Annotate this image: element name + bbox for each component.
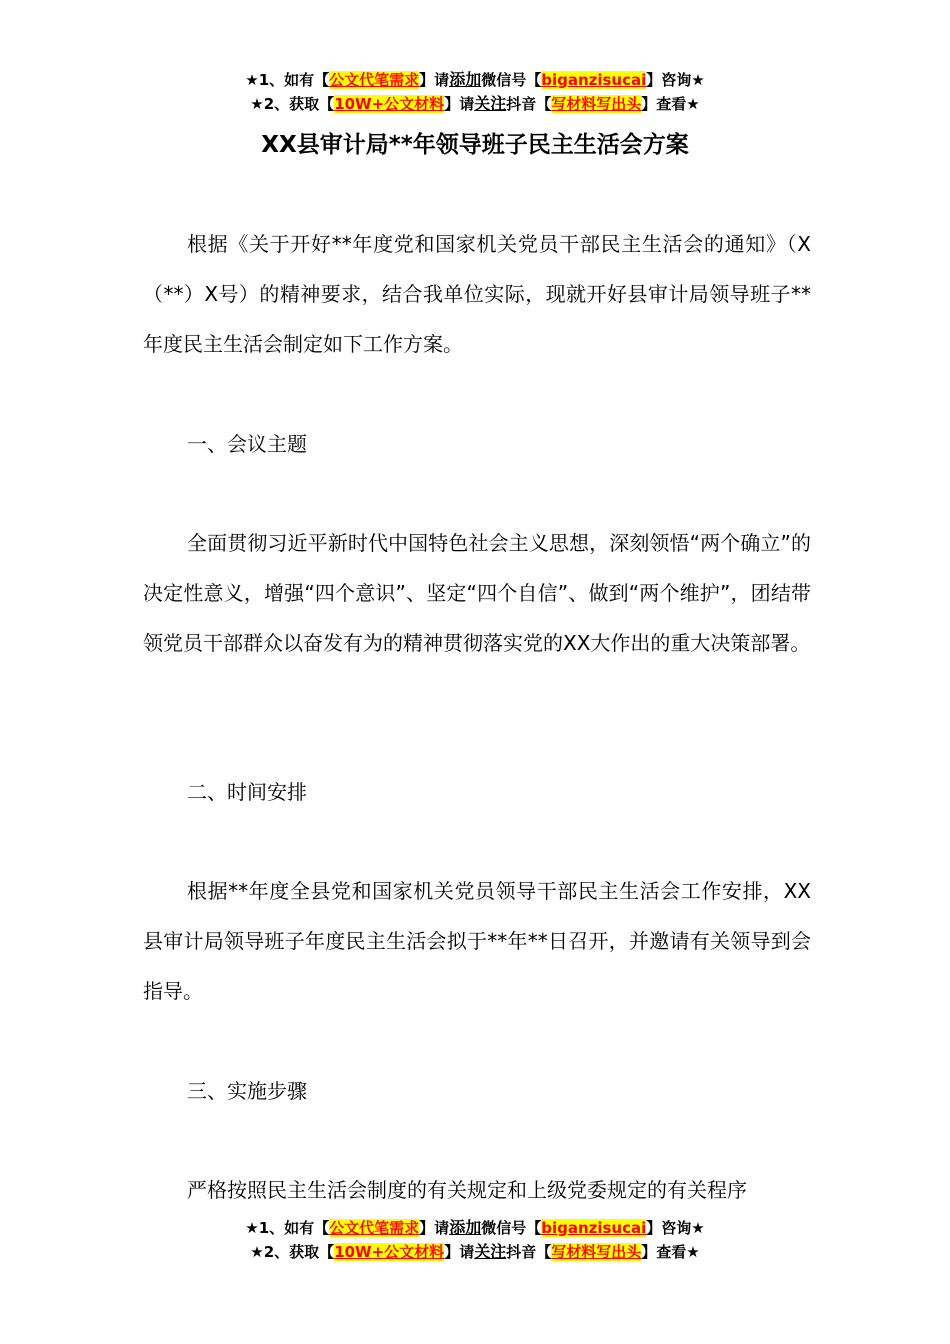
paragraph-schedule: 根据**年度全县党和国家机关党员领导干部民主生活会工作安排，XX县审计局领导班子年度民主生活会拟于**年**日召开，并邀请有关领导到会指导。 [143,879,811,1003]
section-heading-steps: 三、实施步骤 [187,1079,307,1103]
paragraph-intro: 根据《关于开好**年度党和国家机关党员干部民主生活会的通知》（X（**）X号）的精神要求，结合我单位实际，现就开好县审计局领导班子**年度民主生活会制定如下工作方案。 [143,232,811,356]
highlight-service: 公文代笔需求 [329,1219,420,1237]
highlight-materials: 10W+公文材料 [334,1243,445,1261]
document-title: XX县审计局**年领导班子民主生活会方案 [261,132,689,158]
promo-line-1: ★1、如有【公文代笔需求】请添加微信号【biganzisucai】咨询★ [245,1218,705,1237]
highlight-wechat-id: biganzisucai [541,71,647,89]
paragraph-theme: 全面贯彻习近平新时代中国特色社会主义思想，深刻领悟“两个确立”的决定性意义，增强“四个意识”、坚定“四个自信”、做到“两个维护”，团结带领党员干部群众以奋发有为的精神贯彻落实党的XX大作出的重大决策部署。 [143,531,811,655]
section-heading-theme: 一、会议主题 [187,432,307,456]
promo-banner-top [0,68,950,116]
promo-banner-bottom [0,1216,950,1264]
promo-line-2: ★2、获取【10W+公文材料】请关注抖音【写材料写出头】查看★ [250,94,700,113]
section-heading-schedule: 二、时间安排 [187,780,307,804]
highlight-douyin-account: 写材料写出头 [551,95,642,113]
paragraph-steps: 严格按照民主生活会制度的有关规定和上级党委规定的有关程序 [187,1178,747,1202]
highlight-douyin-account: 写材料写出头 [551,1243,642,1261]
promo-line-2: ★2、获取【10W+公文材料】请关注抖音【写材料写出头】查看★ [250,1242,700,1261]
promo-line-1: ★1、如有【公文代笔需求】请添加微信号【biganzisucai】咨询★ [245,70,705,89]
highlight-service: 公文代笔需求 [329,71,420,89]
highlight-materials: 10W+公文材料 [334,95,445,113]
highlight-wechat-id: biganzisucai [541,1219,647,1237]
